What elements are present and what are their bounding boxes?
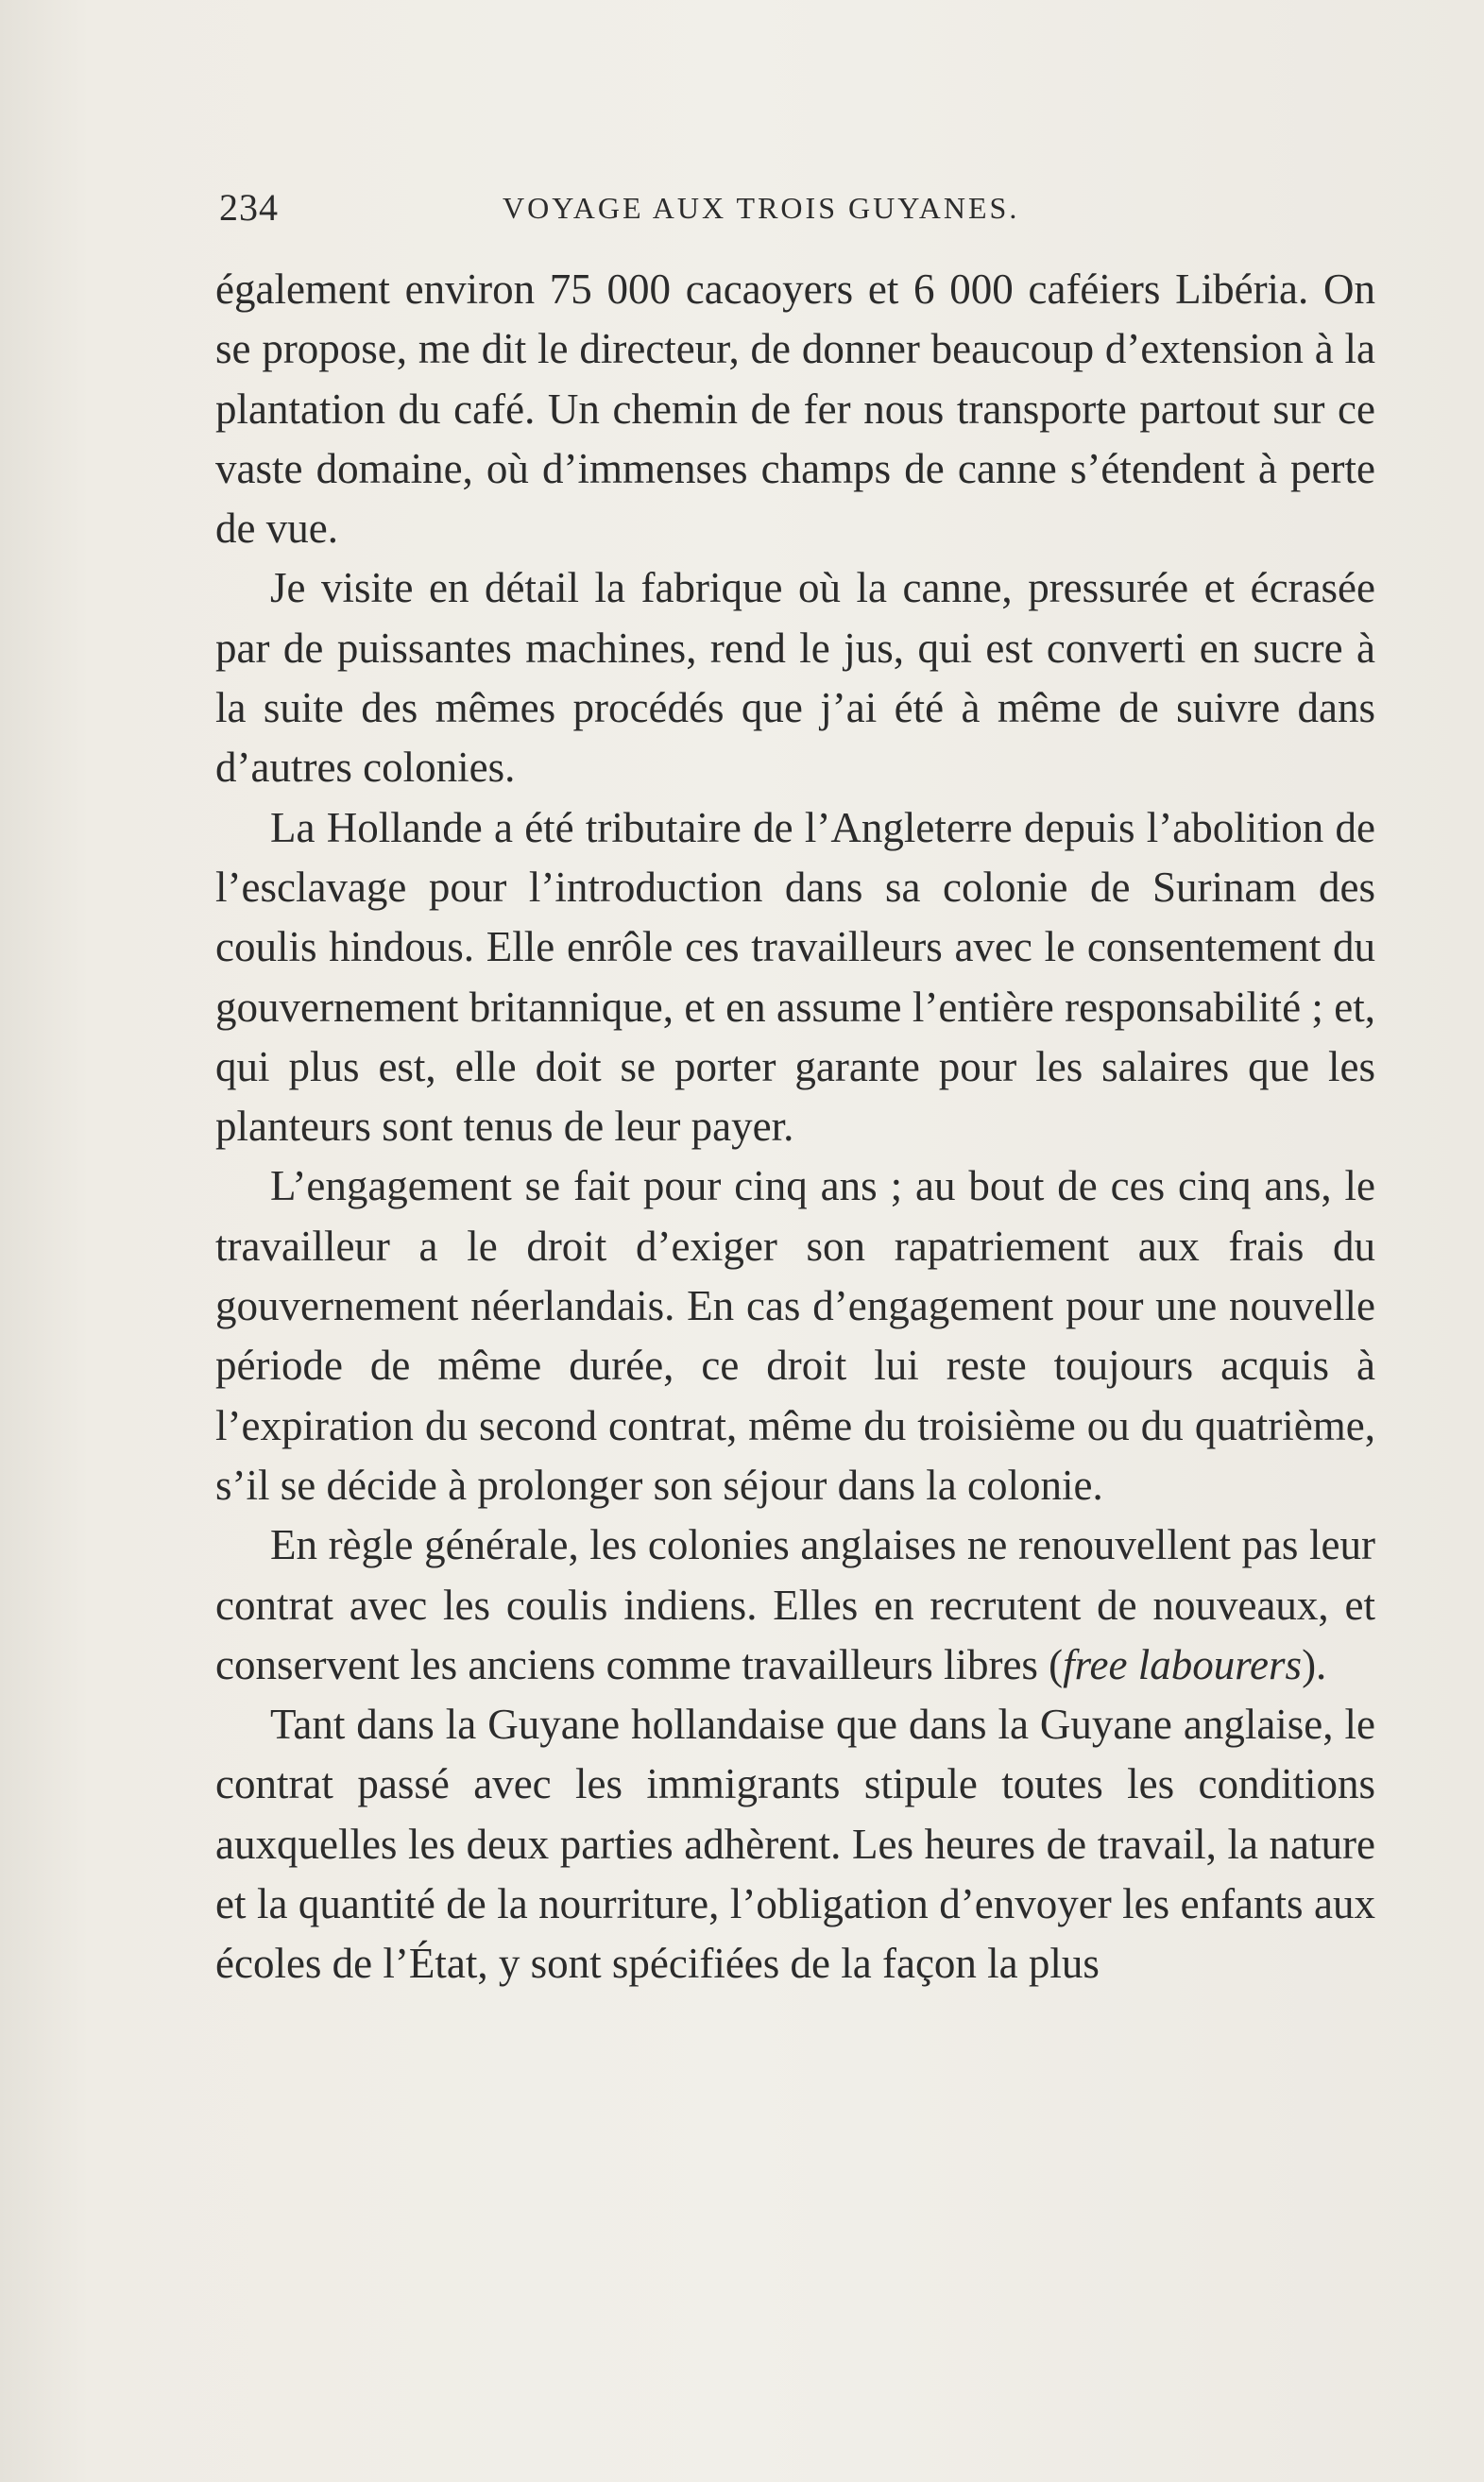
paragraph-5-text-end: ). xyxy=(1302,1640,1327,1688)
paragraph-6: Tant dans la Guyane hollandaise que dans la Guyane anglaise, le contrat passé avec les immigrants stipule toutes les conditions auxquelles les deux parties adhèrent. Les heures de travail, la nature et la quantité de la nourriture, l’obligation d’envoyer les enfants aux écoles de l’État, y sont spécifiées de la façon la plus xyxy=(215,1701,1375,1988)
page-header xyxy=(219,185,1372,232)
paragraph-1: également environ 75 000 cacaoyers et 6 000 caféiers Libéria. On se propose, me dit le directeur, de donner beaucoup d’extension à la plantation du café. Un chemin de fer nous transporte partout sur ce vaste domaine, où d’immenses champs de canne s’étendent à perte de vue. xyxy=(215,265,1375,553)
paragraph-5 xyxy=(215,1515,1375,1695)
page-number: 234 xyxy=(219,186,279,229)
paragraph-3: La Hollande a été tributaire de l’Angleterre depuis l’abolition de l’esclavage pour l’introduction dans sa colonie de Surinam des coulis hindous. Elle enrôle ces travailleurs avec le consentement du gouvernement britannique, et en assume l’entière responsabilité ; et, qui plus est, elle doit se porter garante pour les salaires que les planteurs sont tenus de leur payer. xyxy=(215,803,1375,1151)
running-title: VOYAGE AUX TROIS GUYANES. xyxy=(503,191,1020,225)
paragraph-5-italic: free labourers xyxy=(1063,1640,1303,1688)
paragraph-5-text: En règle générale, les colonies anglaises ne renouvellent pas leur contrat avec les coulis indiens. Elles en recrutent de nouveaux, et conservent les anciens comme travailleurs libres ( xyxy=(215,1521,1375,1688)
body-text xyxy=(215,260,1375,1994)
paragraph-4: L’engagement se fait pour cinq ans ; au bout de ces cinq ans, le travailleur a le droit d’exiger son rapatriement aux frais du gouvernement néerlandais. En cas d’engagement pour une nouvelle période de même durée, ce droit lui reste toujours acquis à l’expiration du second contrat, même du troisième ou du quatrième, s’il se décide à prolonger son séjour dans la colonie. xyxy=(215,1162,1375,1509)
paragraph-2: Je visite en détail la fabrique où la canne, pressurée et écrasée par de puissantes machines, rend le jus, qui est converti en sucre à la suite des mêmes procédés que j’ai été à même de suivre dans d’autres colonies. xyxy=(215,564,1375,792)
